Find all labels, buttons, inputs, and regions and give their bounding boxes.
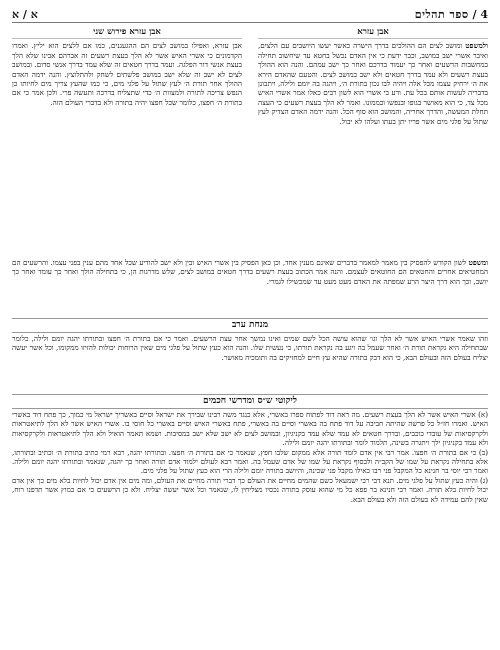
ibn-ezra-second-heading: אבן עזרא פירוש שני (12, 28, 242, 39)
ibn-ezra-second-text: אבן עזרא, ואפילו במושב לצים הם ההגעגנים, כמו אם ללצים הוא יליץ. ואמרו הקדמונים כי אשרי האיש אשר לא הלך בעצת רשעים זה אברהם אבינו שלא הלך בעצת אנשי דור הפלגה. ועמד בדרך חטאים זה שלא עמד בדרך אנשי סדום. ובמושב לצים לא ישב זה שלא ישב במושב פלשתים לשחק ולהתלוצץ. והנה ידמה האדם ההולך אחר תורת ה׳ לעץ שתול על פלגי מים, כי כמו שהעץ צריך מים לחיותו כן הנפש צריכה לתורה ולמצוות ה׳ כדי שתצליח בדרכה ותעשה פרי. ולכן אמר כי אם בתורת ה׳ חפצו, כלומר שכל חפצו יהיה בתורה ולא בדברי העולם הזה. (12, 41, 242, 107)
mincha-arev-section (12, 334, 488, 390)
likutei-paragraph: (ב) כי אם בתורת ה׳ חפצו. אמר רבי אין אדם לומד תורה אלא ממקום שלבו חפץ, שנאמר כי אם בתורת ה׳ חפצו. ובתורתו יהגה, רבא רמי כתיב בתורת ה׳ וכתיב ובתורתו, אלא בתחילה נקראת על שמו של הקב״ה ולבסוף נקראת על שמו של אדם שעמל בה. ואמר רבא לעולם ילמוד אדם תורה ואחר כך יהגה, שנאמר ובתורתו יהגה יומם ולילה. ואמר רבי יוסי בר חנינא כל המקבל פני רבו כאילו מקבל פני שכינה, והיושב בתורה יומם ולילה הרי הוא כעץ שתול על פלגי מים. (12, 447, 488, 476)
chapter-verse: א / א (12, 7, 38, 21)
likutei-section (12, 410, 488, 642)
likutei-paragraph: (א) אשרי האיש אשר לא הלך בעצת רשעים. מה ראה דוד לפתוח ספרו באשרי, אלא כנגד משה רבינו שבירך את ישראל וסיים באשריך ישראל מי כמוך, כך פתח דוד באשרי האיש. ואמרו חז״ל כל פרשה שהיתה חביבה על דוד פתח בה באשרי וסיים בה באשרי, פתח באשרי האיש וסיים באשרי כל חוסי בו. אשרי האיש אשר לא הלך לתיאטראות ולקרקסיאות של עובדי כוכבים, ובדרך חטאים לא עמד שלא עמד בקניגיון, ובמושב לצים לא ישב שלא ישב במסיבות. ושמא תאמר הואיל ולא הלך לתיאטראות ולקרקסיאות ולא עמד בקניגיון ילך ויתגרה בשינה, תלמוד לומר ובתורתו יהגה יומם ולילה. (12, 410, 488, 448)
ibn-ezra-second-column (12, 28, 242, 256)
book-title: ספר תהלים (414, 7, 469, 21)
likutei-heading: ליקוטי ש״ס ומדרשי חכמים (12, 394, 488, 409)
page-number: 4 (480, 7, 488, 21)
ibn-ezra-body: ומושב לצים הם ההולכים בדרך הישרה כאשר יעשו היושבים עם הלצים, ואיבר אשרי ישב במושב, וכבר ידעת כי אין האדם נכשל בחטא עד שיחשוב תחילה במחשבות הרשעים ואחר כך יעמוד בדרכם ואחר כך ישב עמהם. והנה הוא ההולך בעצת רשעים ולא עמד בדרך חטאים ולא ישב במושב לצים. והטעם שהאדם הירא את ה׳ ירחיק עצמו מכל אלה ויהיה לבו נכון בתורת ה׳, ויהגה בה יומם ולילה, ויתבונן בדבריה לעשות אותם בכל עת. ודע כי אשרי הוא לשון רבים כאלו אמר אשרי האיש מכל צד, כי הוא מאושר בגופו ובנפשו ובממונו. ואמר לא הלך בעצת רשעים כי העצה תחלת המעשה, והדרך אחריה, והמושב הוא סוף הכל. והנה ידמה האדם הצדיק לעץ שתול על פלגי מים אשר פריו יתן בעתו ועלהו לא יבול. (258, 41, 488, 126)
likutei-paragraph: (ג) והיה כעץ שתול על פלגי מים. תנא דבי רבי ישמעאל כשם שהמים מחיים את העולם כך דברי תורה מחיים את העולם, ומה מים אין אדם יכול לחיות בלא מים כך אין אדם יכול לחיות בלא תורה. ואמר רבי חנינא בר פפא כל מי שהוא עוסק בתורה נכסיו מצליחין לו, שנאמר וכל אשר יעשה יצליח. ולא כן הרשעים כי אם כמוץ אשר תדפנו רוח, שאין להם עמידה לא בעולם הזה ולא בעולם הבא. (12, 475, 488, 504)
ibn-ezra-text (258, 41, 488, 126)
bridge-text: לשון הקודש להפסיק בין מאמר למאמר בדברים שאינם מענין אחד, וכן כאן הפסיק בין אשרי האיש ובין ולא ישב להודיע שכל אחד מהם ענין בפני עצמו. והרשעים הם המחטיאים אחרים והחטאים הם החוטאים לעצמם. והנה אמר הכתוב בעצת רשעים בדרך חטאים במושב לצים, שלש מדרגות הן, כי בתחילה הולך ואחר כך עומד ואחר כך יושב, וכך הוא דרך היצר הרע שמפתה את האדם מעט מעט עד שמכשילו לגמרי. (12, 258, 488, 286)
bridge-lead-word: ומשפט (468, 258, 488, 267)
ibn-ezra-heading: אבן עזרא (258, 28, 488, 39)
page-number-and-book: 4 / ספר תהלים (414, 7, 488, 21)
mincha-arev-text: וזהו שאמר אשרי האיש אשר לא הלך וגו׳ שהוא עושה הכל לשם שמים ואינו נמשך אחר עצת הרשעים. ואמר כי אם בתורת ה׳ חפצו ובתורתו יהגה יומם ולילה, כלומר שבתחילה היא נקראת תורת ה׳ ואחר שעמל בה ויגע בה נקראת תורתו, כי נעשית שלו. והנה הוא כעץ שתול על פלגי מים שאין הרוחות יכולות להזיזו ממקומו, וכל אשר יעשה יצליח בעולם הזה ובעולם הבא, כי הוא דבק בתורה שהיא עץ חיים למחזיקים בה ותומכיה מאושר. (12, 334, 488, 362)
bridge-commentary (12, 258, 488, 314)
ibn-ezra-lead-word: ולמשפט (465, 41, 488, 51)
page-header (12, 6, 488, 23)
ibn-ezra-column (258, 28, 488, 256)
mincha-arev-heading: מנחת ערב (12, 318, 488, 333)
